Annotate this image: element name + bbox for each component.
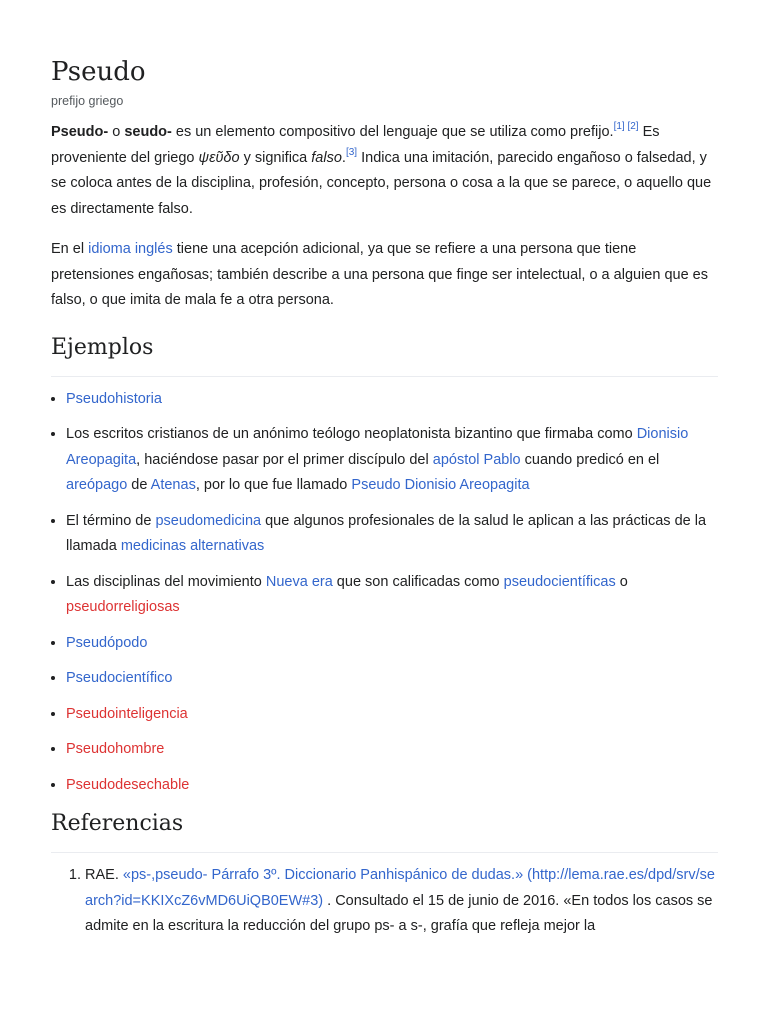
list-item: • Las disciplinas del movimiento Nueva era que son calificadas como pseudocientíficas o pseudorreligiosas xyxy=(66,570,718,621)
list-item xyxy=(66,702,718,728)
greek-word: ψεῦδο xyxy=(198,149,240,166)
term-seudo: seudo- xyxy=(124,124,172,140)
link-idioma-ingles[interactable]: idioma inglés xyxy=(88,241,173,257)
link-nueva-era[interactable]: Nueva era xyxy=(265,573,333,590)
list-item xyxy=(66,773,718,799)
link-pseudointeligencia[interactable]: Pseudointeligencia xyxy=(66,705,188,722)
word-falso: falso xyxy=(311,149,342,166)
examples-list xyxy=(51,387,718,799)
link-pseudopodo[interactable]: Pseudópodo xyxy=(66,634,148,651)
link-pseudocientifico[interactable]: Pseudocientífico xyxy=(66,670,173,686)
intro-paragraph-2: En el idioma inglés tiene una acepción adicional, ya que se refiere a una persona que tiene pretensiones engañosas; también describe a una persona que finge ser intelectual, o a alguien que es falso, o que imita de mala fe a otra persona. xyxy=(51,241,708,308)
link-atenas[interactable]: Atenas xyxy=(150,477,196,493)
list-item xyxy=(66,631,718,657)
list-item xyxy=(66,737,718,763)
link-medicinas-alternativas[interactable]: medicinas alternativas xyxy=(120,538,265,554)
intro-paragraph-1: Pseudo- o seudo- es un elemento compositivo del lenguaje que se utiliza como prefijo.[1] [2] Es proveniente del griego ψεῦδο y significa falso.[3] Indica una imitación, parecido engañoso o falsedad, y se coloca antes de la disciplina, profesión, concepto, persona o cosa a la que se parece, o aquello que es directamente falso. xyxy=(51,121,712,217)
link-dionisio-areopagita[interactable]: Dionisio Areopagita xyxy=(66,426,689,468)
link-pseudocientificas[interactable]: pseudocientíficas xyxy=(503,573,616,590)
link-pseudohistoria[interactable]: Pseudohistoria xyxy=(66,390,162,407)
reference-external-link[interactable]: «ps-,pseudo- Párrafo 3º. Diccionario Panhispánico de dudas.» (http://lema.rae.es/dpd/srv/search?id=KKIXcZ6vMD6UiQB0EW#3) xyxy=(85,867,715,909)
page-subtitle: prefijo griego xyxy=(51,94,124,108)
list-item xyxy=(66,387,718,413)
page-title: Pseudo xyxy=(51,57,146,87)
list-item: • Los escritos cristianos de un anónimo teólogo neoplatonista bizantino que firmaba como Dionisio Areopagita, haciéndose pasar por el primer discípulo del apóstol Pablo cuando predicó en el areópago de Atenas, por lo que fue llamado Pseudo Dionisio Areopagita xyxy=(66,422,718,499)
reference-link-3[interactable]: [3] xyxy=(345,146,358,158)
term-pseudo: Pseudo- xyxy=(51,124,109,140)
link-pseudohombre[interactable]: Pseudohombre xyxy=(66,741,165,757)
list-item: • El término de pseudomedicina que algunos profesionales de la salud le aplican a las prácticas de la llamada medicinas alternativas xyxy=(66,509,718,560)
reference-item: 1. RAE. «ps-,pseudo- Párrafo 3º. Diccionario Panhispánico de dudas.» (http://lema.rae.es/dpd/srv/search?id=KKIXcZ6vMD6UiQB0EW#3) . Consultado el 15 de junio de 2016. «En todos los casos se admite en la escritura la reducción del grupo ps- a s-, grafía que refleja mejor la xyxy=(85,863,718,940)
reference-link-2[interactable]: [2] xyxy=(627,121,639,132)
article-content xyxy=(51,52,718,940)
link-pseudodesechable[interactable]: Pseudodesechable xyxy=(66,776,190,793)
section-heading-ejemplos: Ejemplos xyxy=(51,332,718,377)
link-pseudo-dionisio[interactable]: Pseudo Dionisio Areopagita xyxy=(351,477,530,493)
link-apostol-pablo[interactable]: apóstol Pablo xyxy=(432,451,521,468)
link-pseudomedicina[interactable]: pseudomedicina xyxy=(155,512,262,529)
list-item xyxy=(66,666,718,692)
references-list xyxy=(51,863,718,940)
link-areopago[interactable]: areópago xyxy=(66,477,128,493)
section-heading-referencias: Referencias xyxy=(51,808,718,853)
link-pseudorreligiosas[interactable]: pseudorreligiosas xyxy=(66,599,180,615)
reference-link-1[interactable]: [1] xyxy=(613,121,625,132)
